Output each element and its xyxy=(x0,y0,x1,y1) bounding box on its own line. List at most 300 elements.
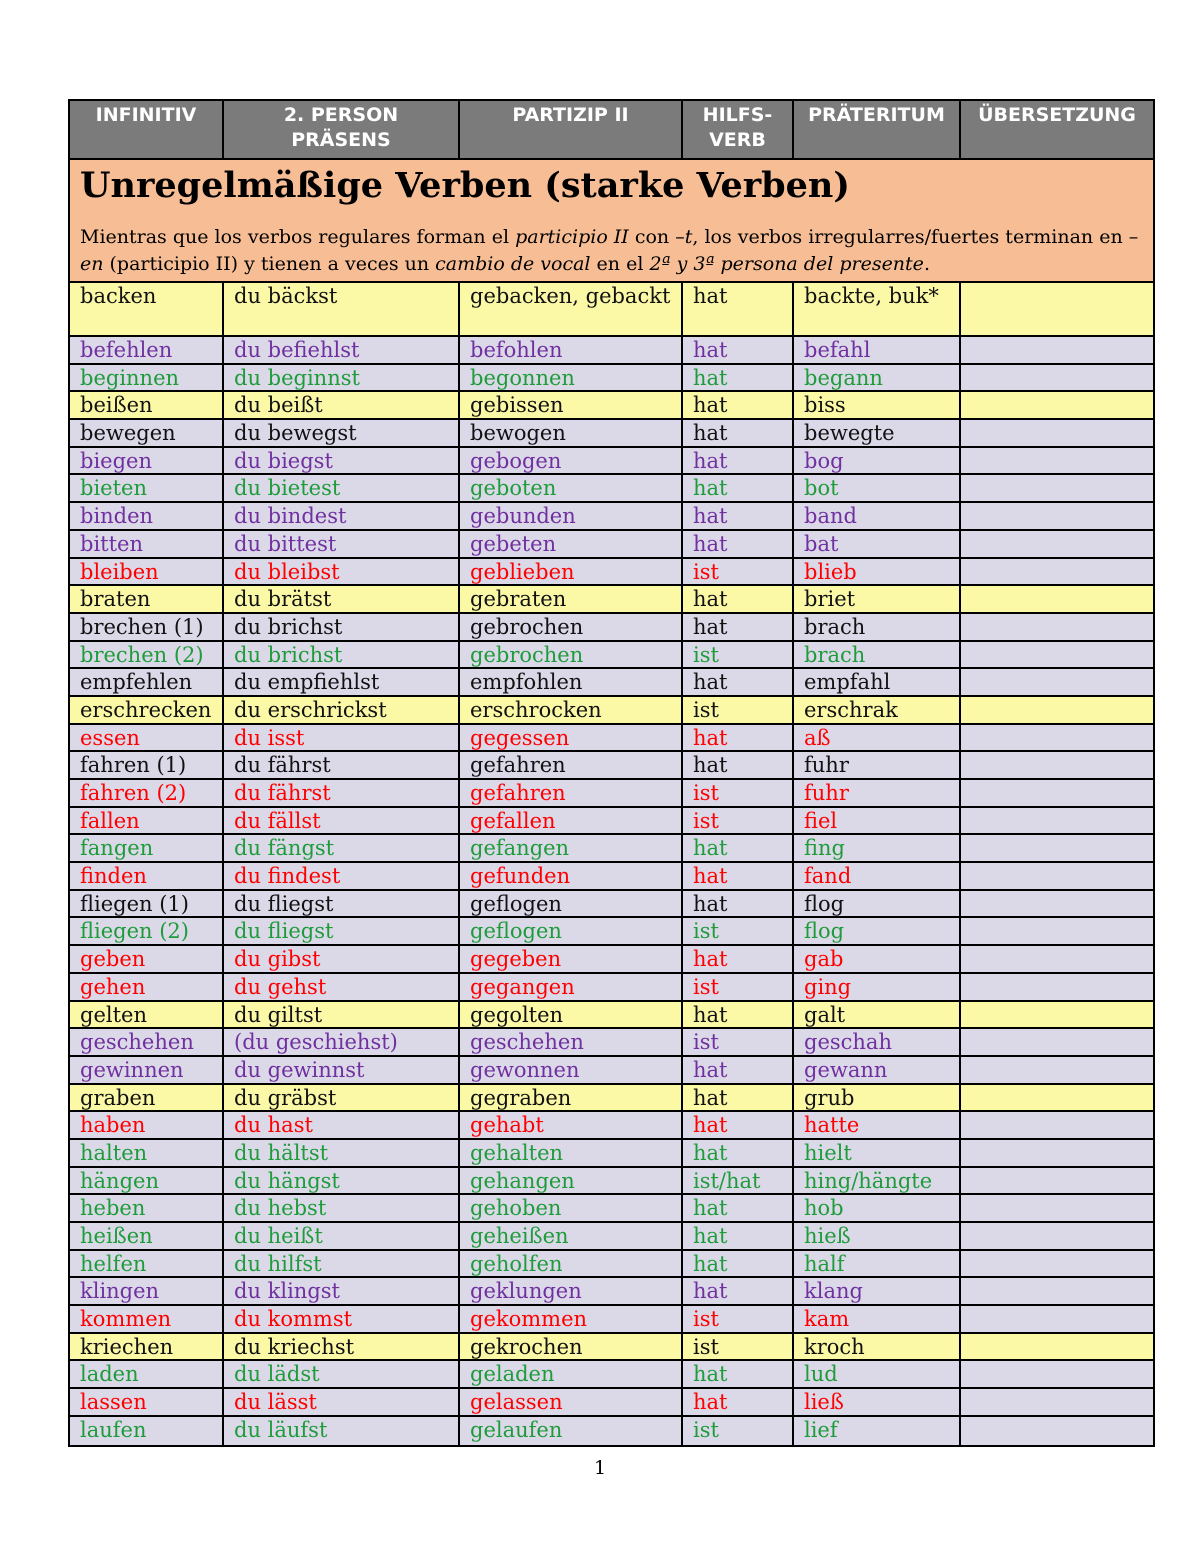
cell-partizip: gewonnen xyxy=(460,1057,683,1083)
cell-praesens: du kommst xyxy=(224,1306,460,1332)
cell-praesens: du gehst xyxy=(224,974,460,1000)
cell-hilfsverb: ist xyxy=(683,974,794,1000)
cell-uebersetzung xyxy=(961,918,1153,944)
cell-hilfsverb: hat xyxy=(683,448,794,474)
cell-uebersetzung xyxy=(961,891,1153,917)
cell-uebersetzung xyxy=(961,1417,1153,1445)
cell-praeteritum: bewegte xyxy=(794,420,961,446)
cell-infinitiv: geben xyxy=(70,946,224,972)
intro-text-5: en el xyxy=(590,253,650,275)
cell-partizip: geheißen xyxy=(460,1223,683,1249)
cell-praeteritum: klang xyxy=(794,1278,961,1304)
cell-praeteritum: befahl xyxy=(794,337,961,363)
cell-hilfsverb: hat xyxy=(683,337,794,363)
cell-praesens: du biegst xyxy=(224,448,460,474)
cell-praeteritum: fuhr xyxy=(794,752,961,778)
cell-hilfsverb: hat xyxy=(683,669,794,695)
cell-partizip: gehalten xyxy=(460,1140,683,1166)
intro-text-4: (participio II) y tienen a veces un xyxy=(103,253,436,275)
cell-praeteritum: fand xyxy=(794,863,961,889)
table-row xyxy=(70,1140,1153,1168)
cell-partizip: gehangen xyxy=(460,1168,683,1194)
cell-uebersetzung xyxy=(961,669,1153,695)
cell-partizip: gebacken, gebackt xyxy=(460,283,683,335)
table-row xyxy=(70,337,1153,365)
cell-uebersetzung xyxy=(961,503,1153,529)
cell-praeteritum: biss xyxy=(794,392,961,418)
cell-praesens: du bietest xyxy=(224,475,460,501)
cell-praeteritum: flog xyxy=(794,891,961,917)
cell-praeteritum: fuhr xyxy=(794,780,961,806)
table-row xyxy=(70,1223,1153,1251)
cell-partizip: geschehen xyxy=(460,1029,683,1055)
cell-uebersetzung xyxy=(961,1085,1153,1111)
cell-partizip: gefahren xyxy=(460,752,683,778)
table-row xyxy=(70,1361,1153,1389)
cell-uebersetzung xyxy=(961,974,1153,1000)
cell-uebersetzung xyxy=(961,1251,1153,1277)
table-row xyxy=(70,1334,1153,1362)
cell-hilfsverb: ist xyxy=(683,559,794,585)
cell-praesens: du lässt xyxy=(224,1389,460,1415)
cell-hilfsverb: hat xyxy=(683,1361,794,1387)
cell-uebersetzung xyxy=(961,475,1153,501)
cell-praeteritum: ging xyxy=(794,974,961,1000)
cell-hilfsverb: hat xyxy=(683,752,794,778)
header-partizip-ii: PARTIZIP II xyxy=(460,101,683,158)
cell-hilfsverb: ist xyxy=(683,918,794,944)
cell-praesens: du findest xyxy=(224,863,460,889)
cell-uebersetzung xyxy=(961,1278,1153,1304)
cell-uebersetzung xyxy=(961,586,1153,612)
cell-praeteritum: empfahl xyxy=(794,669,961,695)
cell-partizip: geklungen xyxy=(460,1278,683,1304)
cell-hilfsverb: hat xyxy=(683,1085,794,1111)
cell-infinitiv: haben xyxy=(70,1112,224,1138)
cell-praesens: du fliegst xyxy=(224,918,460,944)
cell-hilfsverb: hat xyxy=(683,420,794,446)
table-row xyxy=(70,559,1153,587)
cell-uebersetzung xyxy=(961,1057,1153,1083)
cell-infinitiv: heißen xyxy=(70,1223,224,1249)
cell-uebersetzung xyxy=(961,1389,1153,1415)
cell-hilfsverb: ist xyxy=(683,642,794,668)
cell-uebersetzung xyxy=(961,863,1153,889)
cell-praesens: du brichst xyxy=(224,614,460,640)
cell-hilfsverb: hat xyxy=(683,891,794,917)
cell-infinitiv: finden xyxy=(70,863,224,889)
page-title: Unregelmäßige Verben (starke Verben) xyxy=(80,165,850,206)
cell-partizip: gehoben xyxy=(460,1195,683,1221)
cell-praeteritum: bot xyxy=(794,475,961,501)
cell-praesens: du beginnst xyxy=(224,365,460,391)
cell-hilfsverb: hat xyxy=(683,1057,794,1083)
cell-infinitiv: graben xyxy=(70,1085,224,1111)
table-row xyxy=(70,1168,1153,1196)
cell-infinitiv: laufen xyxy=(70,1417,224,1445)
cell-partizip: gebrochen xyxy=(460,642,683,668)
cell-uebersetzung xyxy=(961,559,1153,585)
table-row xyxy=(70,946,1153,974)
cell-infinitiv: binden xyxy=(70,503,224,529)
cell-hilfsverb: ist xyxy=(683,1029,794,1055)
cell-praesens: du befiehlst xyxy=(224,337,460,363)
cell-infinitiv: empfehlen xyxy=(70,669,224,695)
cell-uebersetzung xyxy=(961,835,1153,861)
page-number: 1 xyxy=(593,1457,607,1479)
cell-uebersetzung xyxy=(961,946,1153,972)
cell-partizip: geblieben xyxy=(460,559,683,585)
cell-praesens: du hebst xyxy=(224,1195,460,1221)
cell-praesens: du bäckst xyxy=(224,283,460,335)
table-row xyxy=(70,283,1153,337)
cell-partizip: gegolten xyxy=(460,1002,683,1028)
cell-infinitiv: fahren (1) xyxy=(70,752,224,778)
header-infinitiv: INFINITIV xyxy=(70,101,224,158)
cell-infinitiv: helfen xyxy=(70,1251,224,1277)
cell-praeteritum: half xyxy=(794,1251,961,1277)
intro-text-6: . xyxy=(923,253,930,275)
cell-infinitiv: fallen xyxy=(70,808,224,834)
cell-uebersetzung xyxy=(961,448,1153,474)
table-row xyxy=(70,1002,1153,1030)
cell-infinitiv: beißen xyxy=(70,392,224,418)
cell-infinitiv: fliegen (2) xyxy=(70,918,224,944)
intro-text-3: , los verbos irregularres/fuertes terminan en – xyxy=(692,226,1139,248)
cell-uebersetzung xyxy=(961,1223,1153,1249)
cell-praesens: du hängst xyxy=(224,1168,460,1194)
cell-uebersetzung xyxy=(961,808,1153,834)
cell-praesens: du beißt xyxy=(224,392,460,418)
cell-praesens: du fällst xyxy=(224,808,460,834)
cell-hilfsverb: hat xyxy=(683,1112,794,1138)
cell-uebersetzung xyxy=(961,1195,1153,1221)
table-row xyxy=(70,1112,1153,1140)
cell-partizip: gelassen xyxy=(460,1389,683,1415)
cell-partizip: bewogen xyxy=(460,420,683,446)
cell-uebersetzung xyxy=(961,1361,1153,1387)
cell-uebersetzung xyxy=(961,642,1153,668)
cell-infinitiv: kriechen xyxy=(70,1334,224,1360)
cell-hilfsverb: ist xyxy=(683,1417,794,1445)
cell-partizip: gefunden xyxy=(460,863,683,889)
cell-praesens: du fängst xyxy=(224,835,460,861)
header-praeteritum: PRÄTERITUM xyxy=(794,101,961,158)
cell-hilfsverb: ist/hat xyxy=(683,1168,794,1194)
cell-partizip: gegraben xyxy=(460,1085,683,1111)
cell-hilfsverb: hat xyxy=(683,725,794,751)
cell-partizip: gekommen xyxy=(460,1306,683,1332)
table-row xyxy=(70,614,1153,642)
cell-infinitiv: befehlen xyxy=(70,337,224,363)
cell-infinitiv: essen xyxy=(70,725,224,751)
cell-partizip: gebogen xyxy=(460,448,683,474)
cell-praesens: du bittest xyxy=(224,531,460,557)
table-row xyxy=(70,669,1153,697)
cell-infinitiv: biegen xyxy=(70,448,224,474)
intro-text-1: Mientras que los verbos regulares forman el xyxy=(80,226,516,248)
cell-partizip: gehabt xyxy=(460,1112,683,1138)
cell-partizip: gefangen xyxy=(460,835,683,861)
cell-infinitiv: laden xyxy=(70,1361,224,1387)
header-uebersetzung: ÜBERSETZUNG xyxy=(978,104,1136,126)
cell-praesens: du fliegst xyxy=(224,891,460,917)
table-row xyxy=(70,780,1153,808)
cell-hilfsverb: ist xyxy=(683,1306,794,1332)
cell-uebersetzung xyxy=(961,725,1153,751)
cell-infinitiv: beginnen xyxy=(70,365,224,391)
cell-praeteritum: geschah xyxy=(794,1029,961,1055)
cell-hilfsverb: hat xyxy=(683,614,794,640)
cell-infinitiv: lassen xyxy=(70,1389,224,1415)
cell-praesens: du lädst xyxy=(224,1361,460,1387)
cell-praesens: (du geschiehst) xyxy=(224,1029,460,1055)
table-row xyxy=(70,808,1153,836)
cell-praesens: du hast xyxy=(224,1112,460,1138)
cell-hilfsverb: hat xyxy=(683,586,794,612)
cell-praesens: du heißt xyxy=(224,1223,460,1249)
cell-praeteritum: fiel xyxy=(794,808,961,834)
cell-partizip: gebrochen xyxy=(460,614,683,640)
intro-italic-5: 2ª y 3ª persona del presente xyxy=(649,253,924,275)
cell-infinitiv: braten xyxy=(70,586,224,612)
cell-praesens: du hältst xyxy=(224,1140,460,1166)
cell-uebersetzung xyxy=(961,1334,1153,1360)
cell-infinitiv: kommen xyxy=(70,1306,224,1332)
cell-praeteritum: brach xyxy=(794,642,961,668)
cell-hilfsverb: hat xyxy=(683,863,794,889)
cell-partizip: gebraten xyxy=(460,586,683,612)
table-row xyxy=(70,392,1153,420)
cell-uebersetzung xyxy=(961,752,1153,778)
cell-uebersetzung xyxy=(961,1002,1153,1028)
table-row xyxy=(70,365,1153,393)
cell-infinitiv: fangen xyxy=(70,835,224,861)
cell-partizip: empfohlen xyxy=(460,669,683,695)
cell-praesens: du klingst xyxy=(224,1278,460,1304)
table-row xyxy=(70,1306,1153,1334)
table-row xyxy=(70,1417,1153,1445)
cell-uebersetzung xyxy=(961,531,1153,557)
verb-table xyxy=(68,99,1155,1447)
cell-infinitiv: bewegen xyxy=(70,420,224,446)
cell-uebersetzung xyxy=(961,1140,1153,1166)
cell-uebersetzung xyxy=(961,1029,1153,1055)
table-row xyxy=(70,1278,1153,1306)
intro-text-2: con – xyxy=(628,226,685,248)
cell-uebersetzung xyxy=(961,392,1153,418)
cell-partizip: gefallen xyxy=(460,808,683,834)
table-row xyxy=(70,448,1153,476)
cell-hilfsverb: hat xyxy=(683,1195,794,1221)
cell-praeteritum: begann xyxy=(794,365,961,391)
cell-praesens: du bindest xyxy=(224,503,460,529)
intro-italic-1: participio II xyxy=(515,226,629,248)
cell-infinitiv: bleiben xyxy=(70,559,224,585)
table-row xyxy=(70,503,1153,531)
cell-hilfsverb: hat xyxy=(683,1223,794,1249)
cell-hilfsverb: hat xyxy=(683,283,794,335)
cell-hilfsverb: hat xyxy=(683,1140,794,1166)
cell-hilfsverb: hat xyxy=(683,503,794,529)
cell-praeteritum: hielt xyxy=(794,1140,961,1166)
cell-infinitiv: hängen xyxy=(70,1168,224,1194)
cell-praeteritum: backte, buk* xyxy=(794,283,961,335)
intro-italic-3: en xyxy=(80,253,104,275)
cell-infinitiv: fliegen (1) xyxy=(70,891,224,917)
table-row xyxy=(70,642,1153,670)
cell-hilfsverb: ist xyxy=(683,1334,794,1360)
cell-partizip: gebunden xyxy=(460,503,683,529)
cell-uebersetzung xyxy=(961,697,1153,723)
cell-hilfsverb: ist xyxy=(683,697,794,723)
cell-partizip: gebissen xyxy=(460,392,683,418)
cell-partizip: geflogen xyxy=(460,918,683,944)
cell-infinitiv: bieten xyxy=(70,475,224,501)
cell-praesens: du gibst xyxy=(224,946,460,972)
cell-praesens: du empfiehlst xyxy=(224,669,460,695)
cell-hilfsverb: hat xyxy=(683,1002,794,1028)
cell-praesens: du erschrickst xyxy=(224,697,460,723)
cell-hilfsverb: hat xyxy=(683,365,794,391)
cell-praeteritum: bog xyxy=(794,448,961,474)
table-row xyxy=(70,1029,1153,1057)
cell-praesens: du kriechst xyxy=(224,1334,460,1360)
cell-partizip: gefahren xyxy=(460,780,683,806)
cell-infinitiv: heben xyxy=(70,1195,224,1221)
cell-partizip: gegessen xyxy=(460,725,683,751)
cell-infinitiv: gewinnen xyxy=(70,1057,224,1083)
table-row xyxy=(70,420,1153,448)
cell-uebersetzung xyxy=(961,1168,1153,1194)
table-row xyxy=(70,1085,1153,1113)
cell-praeteritum: hieß xyxy=(794,1223,961,1249)
table-row xyxy=(70,1057,1153,1085)
cell-infinitiv: bitten xyxy=(70,531,224,557)
cell-praeteritum: band xyxy=(794,503,961,529)
cell-praeteritum: erschrak xyxy=(794,697,961,723)
cell-praesens: du hilfst xyxy=(224,1251,460,1277)
cell-praesens: du bewegst xyxy=(224,420,460,446)
cell-praeteritum: briet xyxy=(794,586,961,612)
cell-praeteritum: gab xyxy=(794,946,961,972)
cell-praesens: du giltst xyxy=(224,1002,460,1028)
table-row xyxy=(70,725,1153,753)
cell-hilfsverb: hat xyxy=(683,531,794,557)
intro-paragraph xyxy=(80,224,1143,278)
cell-infinitiv: brechen (2) xyxy=(70,642,224,668)
cell-uebersetzung xyxy=(961,337,1153,363)
cell-hilfsverb: hat xyxy=(683,946,794,972)
cell-praeteritum: gewann xyxy=(794,1057,961,1083)
cell-praesens: du läufst xyxy=(224,1417,460,1445)
intro-italic-2: t xyxy=(684,226,693,248)
cell-partizip: erschrocken xyxy=(460,697,683,723)
cell-hilfsverb: hat xyxy=(683,835,794,861)
cell-uebersetzung xyxy=(961,780,1153,806)
cell-praeteritum: lief xyxy=(794,1417,961,1445)
cell-praesens: du brätst xyxy=(224,586,460,612)
table-row xyxy=(70,697,1153,725)
table-header xyxy=(70,101,1153,160)
cell-infinitiv: gelten xyxy=(70,1002,224,1028)
table-row xyxy=(70,586,1153,614)
table-row xyxy=(70,974,1153,1002)
table-row xyxy=(70,1195,1153,1223)
cell-hilfsverb: hat xyxy=(683,1251,794,1277)
table-row xyxy=(70,835,1153,863)
cell-partizip: gekrochen xyxy=(460,1334,683,1360)
cell-uebersetzung xyxy=(961,1112,1153,1138)
cell-praesens: du bleibst xyxy=(224,559,460,585)
cell-hilfsverb: hat xyxy=(683,392,794,418)
cell-hilfsverb: ist xyxy=(683,808,794,834)
cell-uebersetzung xyxy=(961,365,1153,391)
cell-uebersetzung xyxy=(961,283,1153,335)
cell-infinitiv: erschrecken xyxy=(70,697,224,723)
cell-infinitiv: brechen (1) xyxy=(70,614,224,640)
cell-partizip: gegangen xyxy=(460,974,683,1000)
cell-praeteritum: blieb xyxy=(794,559,961,585)
intro-box xyxy=(70,160,1153,283)
cell-praeteritum: kam xyxy=(794,1306,961,1332)
cell-praesens: du gewinnst xyxy=(224,1057,460,1083)
cell-praesens: du brichst xyxy=(224,642,460,668)
cell-praesens: du gräbst xyxy=(224,1085,460,1111)
cell-praesens: du fährst xyxy=(224,780,460,806)
cell-partizip: begonnen xyxy=(460,365,683,391)
table-row xyxy=(70,863,1153,891)
table-row xyxy=(70,1251,1153,1279)
cell-partizip: geladen xyxy=(460,1361,683,1387)
cell-praesens: du fährst xyxy=(224,752,460,778)
cell-partizip: gelaufen xyxy=(460,1417,683,1445)
cell-infinitiv: fahren (2) xyxy=(70,780,224,806)
cell-infinitiv: halten xyxy=(70,1140,224,1166)
table-row xyxy=(70,475,1153,503)
cell-praeteritum: ließ xyxy=(794,1389,961,1415)
cell-infinitiv: geschehen xyxy=(70,1029,224,1055)
cell-praeteritum: lud xyxy=(794,1361,961,1387)
header-2-person-praesens: 2. PERSON PRÄSENS xyxy=(224,101,460,158)
intro-italic-4: cambio de vocal xyxy=(435,253,591,275)
cell-partizip: befohlen xyxy=(460,337,683,363)
cell-praeteritum: galt xyxy=(794,1002,961,1028)
cell-uebersetzung xyxy=(961,420,1153,446)
cell-praeteritum: flog xyxy=(794,918,961,944)
cell-hilfsverb: hat xyxy=(683,1278,794,1304)
cell-infinitiv: gehen xyxy=(70,974,224,1000)
cell-praeteritum: grub xyxy=(794,1085,961,1111)
table-row xyxy=(70,531,1153,559)
cell-praeteritum: hing/hängte xyxy=(794,1168,961,1194)
cell-uebersetzung xyxy=(961,1306,1153,1332)
table-row xyxy=(70,752,1153,780)
table-row xyxy=(70,891,1153,919)
cell-praeteritum: brach xyxy=(794,614,961,640)
cell-praeteritum: aß xyxy=(794,725,961,751)
cell-praeteritum: fing xyxy=(794,835,961,861)
cell-hilfsverb: ist xyxy=(683,780,794,806)
cell-partizip: geholfen xyxy=(460,1251,683,1277)
cell-uebersetzung xyxy=(961,614,1153,640)
cell-praesens: du isst xyxy=(224,725,460,751)
table-row xyxy=(70,918,1153,946)
cell-praeteritum: hatte xyxy=(794,1112,961,1138)
cell-partizip: geflogen xyxy=(460,891,683,917)
cell-partizip: gegeben xyxy=(460,946,683,972)
header-hilfsverb: HILFS- VERB xyxy=(683,101,794,158)
